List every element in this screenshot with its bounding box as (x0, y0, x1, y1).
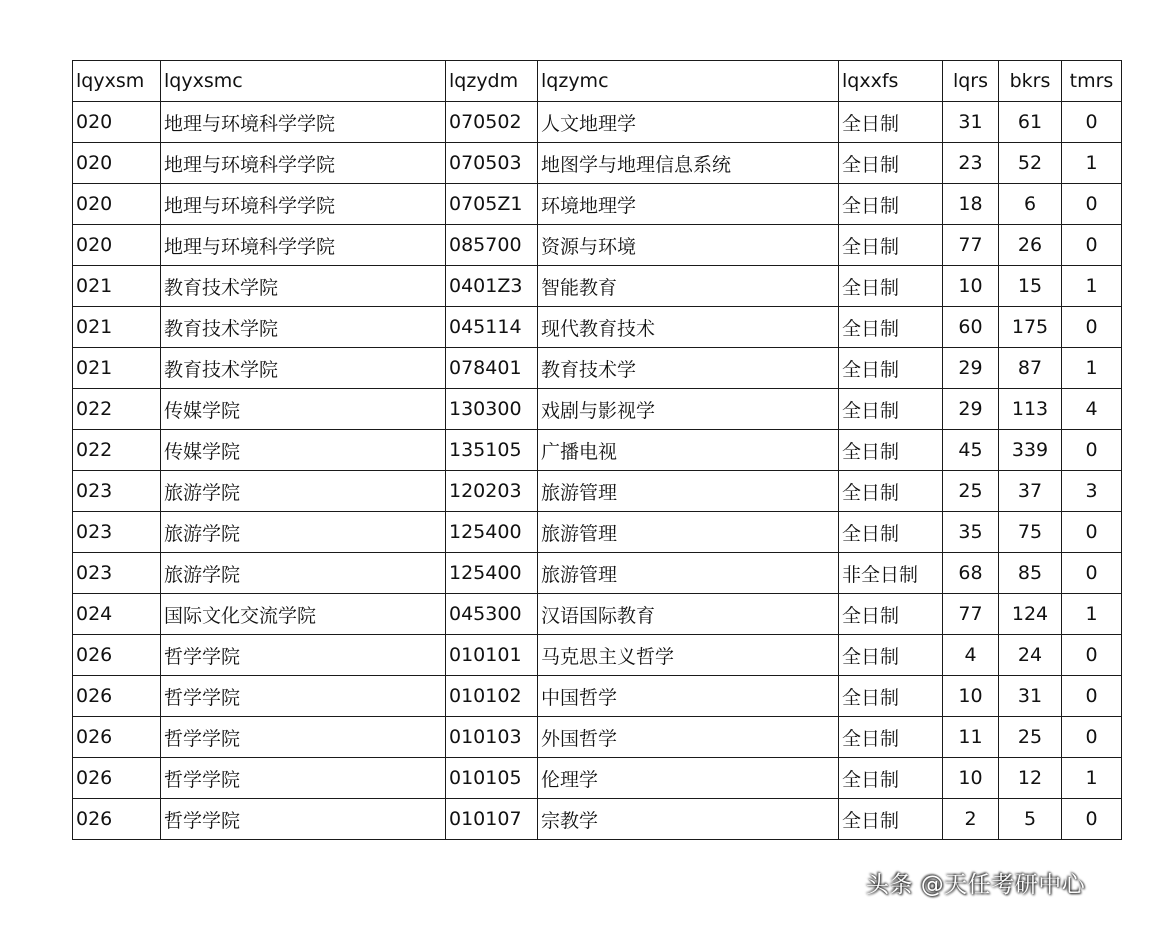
cell-applicant-count: 15 (999, 266, 1062, 307)
cell-study-mode: 全日制 (839, 799, 943, 840)
cell-exempt-count: 4 (1062, 389, 1122, 430)
cell-major-name: 资源与环境 (538, 225, 839, 266)
cell-admitted-count: 77 (943, 225, 999, 266)
cell-college-code: 023 (73, 553, 161, 594)
cell-admitted-count: 23 (943, 143, 999, 184)
cell-college-name: 教育技术学院 (161, 307, 446, 348)
cell-major-name: 广播电视 (538, 430, 839, 471)
cell-college-name: 地理与环境科学学院 (161, 102, 446, 143)
cell-exempt-count: 0 (1062, 102, 1122, 143)
cell-college-name: 地理与环境科学学院 (161, 225, 446, 266)
cell-admitted-count: 18 (943, 184, 999, 225)
cell-applicant-count: 6 (999, 184, 1062, 225)
cell-study-mode: 全日制 (839, 430, 943, 471)
cell-exempt-count: 1 (1062, 143, 1122, 184)
cell-college-name: 传媒学院 (161, 430, 446, 471)
cell-applicant-count: 61 (999, 102, 1062, 143)
cell-major-code: 078401 (446, 348, 538, 389)
cell-admitted-count: 77 (943, 594, 999, 635)
cell-exempt-count: 0 (1062, 553, 1122, 594)
cell-admitted-count: 10 (943, 758, 999, 799)
cell-major-name: 宗教学 (538, 799, 839, 840)
cell-study-mode: 全日制 (839, 266, 943, 307)
cell-college-name: 传媒学院 (161, 389, 446, 430)
table-row (73, 635, 1122, 676)
cell-admitted-count: 29 (943, 389, 999, 430)
cell-applicant-count: 24 (999, 635, 1062, 676)
cell-major-name: 智能教育 (538, 266, 839, 307)
table-row (73, 143, 1122, 184)
cell-major-name: 旅游管理 (538, 471, 839, 512)
table-row (73, 184, 1122, 225)
cell-college-code: 023 (73, 471, 161, 512)
cell-major-name: 伦理学 (538, 758, 839, 799)
cell-admitted-count: 29 (943, 348, 999, 389)
cell-exempt-count: 3 (1062, 471, 1122, 512)
cell-college-code: 020 (73, 143, 161, 184)
cell-admitted-count: 25 (943, 471, 999, 512)
table-row (73, 225, 1122, 266)
cell-major-code: 010101 (446, 635, 538, 676)
cell-admitted-count: 31 (943, 102, 999, 143)
cell-exempt-count: 1 (1062, 758, 1122, 799)
cell-college-code: 021 (73, 266, 161, 307)
cell-admitted-count: 11 (943, 717, 999, 758)
cell-college-code: 022 (73, 430, 161, 471)
cell-major-name: 马克思主义哲学 (538, 635, 839, 676)
cell-major-code: 070502 (446, 102, 538, 143)
cell-applicant-count: 85 (999, 553, 1062, 594)
cell-study-mode: 全日制 (839, 389, 943, 430)
cell-exempt-count: 0 (1062, 512, 1122, 553)
cell-major-code: 0401Z3 (446, 266, 538, 307)
cell-major-code: 135105 (446, 430, 538, 471)
cell-major-name: 人文地理学 (538, 102, 839, 143)
cell-major-code: 130300 (446, 389, 538, 430)
admissions-table (72, 60, 1122, 840)
cell-college-code: 020 (73, 184, 161, 225)
cell-major-code: 010103 (446, 717, 538, 758)
cell-admitted-count: 10 (943, 266, 999, 307)
cell-applicant-count: 113 (999, 389, 1062, 430)
cell-major-code: 010102 (446, 676, 538, 717)
cell-study-mode: 非全日制 (839, 553, 943, 594)
cell-major-name: 旅游管理 (538, 553, 839, 594)
cell-major-name: 教育技术学 (538, 348, 839, 389)
cell-college-name: 教育技术学院 (161, 348, 446, 389)
table-row (73, 676, 1122, 717)
cell-college-code: 026 (73, 799, 161, 840)
cell-college-code: 021 (73, 307, 161, 348)
cell-admitted-count: 2 (943, 799, 999, 840)
table-row (73, 717, 1122, 758)
cell-study-mode: 全日制 (839, 471, 943, 512)
cell-major-name: 旅游管理 (538, 512, 839, 553)
cell-college-code: 026 (73, 635, 161, 676)
cell-major-code: 125400 (446, 512, 538, 553)
header-lqzydm: lqzydm (446, 61, 538, 102)
table-row (73, 553, 1122, 594)
cell-major-code: 010107 (446, 799, 538, 840)
cell-applicant-count: 52 (999, 143, 1062, 184)
cell-study-mode: 全日制 (839, 225, 943, 266)
cell-applicant-count: 12 (999, 758, 1062, 799)
cell-major-name: 中国哲学 (538, 676, 839, 717)
header-lqrs: lqrs (943, 61, 999, 102)
cell-college-name: 地理与环境科学学院 (161, 184, 446, 225)
cell-study-mode: 全日制 (839, 512, 943, 553)
watermark-text: 头条 @天任考研中心 (866, 872, 1086, 898)
cell-study-mode: 全日制 (839, 635, 943, 676)
cell-applicant-count: 339 (999, 430, 1062, 471)
table-row (73, 758, 1122, 799)
cell-college-name: 地理与环境科学学院 (161, 143, 446, 184)
cell-college-code: 026 (73, 676, 161, 717)
cell-study-mode: 全日制 (839, 184, 943, 225)
cell-exempt-count: 0 (1062, 307, 1122, 348)
cell-admitted-count: 45 (943, 430, 999, 471)
cell-major-name: 环境地理学 (538, 184, 839, 225)
cell-major-name: 现代教育技术 (538, 307, 839, 348)
cell-college-code: 024 (73, 594, 161, 635)
cell-college-name: 旅游学院 (161, 553, 446, 594)
table-row (73, 348, 1122, 389)
cell-college-code: 022 (73, 389, 161, 430)
cell-applicant-count: 26 (999, 225, 1062, 266)
cell-college-name: 旅游学院 (161, 512, 446, 553)
cell-study-mode: 全日制 (839, 676, 943, 717)
cell-exempt-count: 1 (1062, 266, 1122, 307)
header-lqzymc: lqzymc (538, 61, 839, 102)
cell-applicant-count: 87 (999, 348, 1062, 389)
table-body (73, 102, 1122, 840)
cell-study-mode: 全日制 (839, 307, 943, 348)
cell-college-name: 哲学学院 (161, 717, 446, 758)
header-lqyxsmc: lqyxsmc (161, 61, 446, 102)
cell-major-name: 地图学与地理信息系统 (538, 143, 839, 184)
header-tmrs: tmrs (1062, 61, 1122, 102)
cell-college-code: 023 (73, 512, 161, 553)
cell-college-name: 旅游学院 (161, 471, 446, 512)
cell-applicant-count: 31 (999, 676, 1062, 717)
table-row (73, 102, 1122, 143)
cell-study-mode: 全日制 (839, 717, 943, 758)
cell-applicant-count: 175 (999, 307, 1062, 348)
cell-exempt-count: 0 (1062, 717, 1122, 758)
cell-college-code: 020 (73, 102, 161, 143)
cell-college-code: 026 (73, 758, 161, 799)
header-row (73, 61, 1122, 102)
cell-admitted-count: 68 (943, 553, 999, 594)
cell-major-code: 085700 (446, 225, 538, 266)
cell-exempt-count: 0 (1062, 184, 1122, 225)
cell-study-mode: 全日制 (839, 348, 943, 389)
cell-college-name: 哲学学院 (161, 758, 446, 799)
cell-admitted-count: 60 (943, 307, 999, 348)
cell-major-code: 010105 (446, 758, 538, 799)
cell-college-name: 哲学学院 (161, 635, 446, 676)
table-row (73, 799, 1122, 840)
cell-admitted-count: 10 (943, 676, 999, 717)
cell-college-name: 哲学学院 (161, 676, 446, 717)
cell-major-name: 外国哲学 (538, 717, 839, 758)
table-row (73, 471, 1122, 512)
cell-major-code: 045114 (446, 307, 538, 348)
cell-exempt-count: 0 (1062, 225, 1122, 266)
cell-exempt-count: 0 (1062, 799, 1122, 840)
cell-admitted-count: 35 (943, 512, 999, 553)
cell-applicant-count: 37 (999, 471, 1062, 512)
cell-major-code: 120203 (446, 471, 538, 512)
cell-college-code: 020 (73, 225, 161, 266)
cell-college-name: 教育技术学院 (161, 266, 446, 307)
cell-applicant-count: 25 (999, 717, 1062, 758)
table-row (73, 389, 1122, 430)
cell-study-mode: 全日制 (839, 758, 943, 799)
cell-exempt-count: 0 (1062, 676, 1122, 717)
cell-college-code: 026 (73, 717, 161, 758)
table-row (73, 430, 1122, 471)
cell-study-mode: 全日制 (839, 102, 943, 143)
cell-college-code: 021 (73, 348, 161, 389)
table-row (73, 594, 1122, 635)
cell-applicant-count: 75 (999, 512, 1062, 553)
header-bkrs: bkrs (999, 61, 1062, 102)
table-row (73, 512, 1122, 553)
cell-major-code: 045300 (446, 594, 538, 635)
cell-exempt-count: 0 (1062, 635, 1122, 676)
cell-major-code: 0705Z1 (446, 184, 538, 225)
table-row (73, 266, 1122, 307)
cell-exempt-count: 0 (1062, 430, 1122, 471)
cell-major-code: 070503 (446, 143, 538, 184)
cell-study-mode: 全日制 (839, 143, 943, 184)
cell-study-mode: 全日制 (839, 594, 943, 635)
cell-major-name: 汉语国际教育 (538, 594, 839, 635)
cell-admitted-count: 4 (943, 635, 999, 676)
cell-college-name: 国际文化交流学院 (161, 594, 446, 635)
header-lqyxsm: lqyxsm (73, 61, 161, 102)
cell-exempt-count: 1 (1062, 594, 1122, 635)
table-row (73, 307, 1122, 348)
cell-applicant-count: 5 (999, 799, 1062, 840)
cell-exempt-count: 1 (1062, 348, 1122, 389)
cell-major-name: 戏剧与影视学 (538, 389, 839, 430)
header-lqxxfs: lqxxfs (839, 61, 943, 102)
cell-major-code: 125400 (446, 553, 538, 594)
cell-college-name: 哲学学院 (161, 799, 446, 840)
cell-applicant-count: 124 (999, 594, 1062, 635)
